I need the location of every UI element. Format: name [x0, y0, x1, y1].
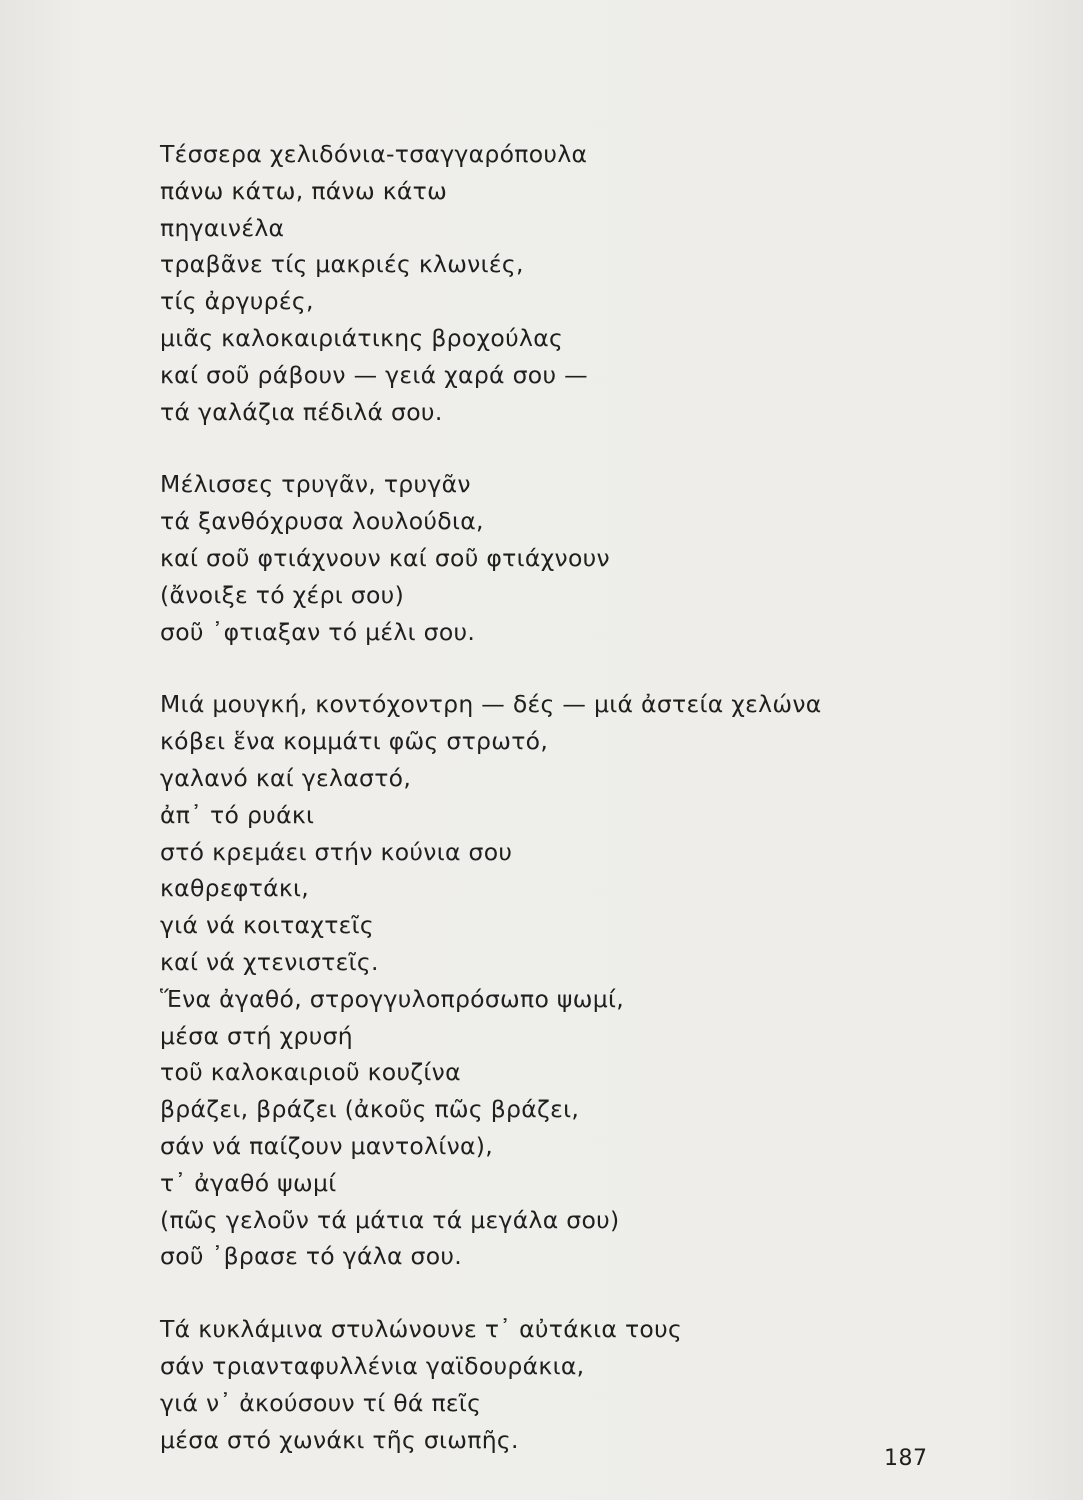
poem-line: καί σοῦ φτιάχνουν καί σοῦ φτιάχνουν — [160, 543, 610, 572]
poem-line: μιᾶς καλοκαιριάτικης βροχούλας — [160, 323, 564, 352]
poem-line: γιά νά κοιταχτεῖς — [160, 911, 374, 940]
poem-line: (πῶς γελοῦν τά μάτια τά μεγάλα σου) — [160, 1205, 620, 1234]
stanza-2 — [160, 466, 960, 650]
poem-line: (ἄνοιξε τό χέρι σου) — [160, 580, 405, 609]
poem-line: καθρεφτάκι, — [160, 874, 310, 903]
page-number: 187 — [884, 1446, 928, 1471]
poem-line: μέσα στή χρυσή — [160, 1021, 353, 1050]
stanza-4 — [160, 1311, 960, 1458]
poem-line: τραβᾶνε τίς μακριές κλωνιές, — [160, 250, 524, 279]
poem-line: Τέσσερα χελιδόνια-τσαγγαρόπουλα — [160, 140, 588, 168]
poem-line: μέσα στό χωνάκι τῆς σιωπῆς. — [160, 1425, 519, 1454]
poem-line: κόβει ἕνα κομμάτι φῶς στρωτό, — [160, 727, 549, 756]
stanza-3 — [160, 686, 960, 1275]
poem-line: τοῦ καλοκαιριοῦ κουζίνα — [160, 1058, 461, 1087]
stanza-1 — [160, 136, 960, 430]
poem-line: πάνω κάτω, πάνω κάτω — [160, 176, 448, 205]
poem-line: ἀπ᾽ τό ρυάκι — [160, 800, 315, 829]
poem-line: τά ξανθόχρυσα λουλούδια, — [160, 507, 484, 536]
poem-line: Μέλισσες τρυγᾶν, τρυγᾶν — [160, 470, 471, 499]
poem-line: σοῦ ᾽φτιαξαν τό μέλι σου. — [160, 617, 476, 646]
poem-line: γαλανό καί γελαστό, — [160, 763, 412, 792]
poem-line: τ᾽ ἀγαθό ψωμί — [160, 1168, 337, 1197]
poem-line: σοῦ ᾽βρασε τό γάλα σου. — [160, 1242, 463, 1271]
poem-line: στό κρεμάει στήν κούνια σου — [160, 837, 513, 866]
poem-line: καί σοῦ ράβουν — γειά χαρά σου — — [160, 360, 588, 389]
poem-line: Τά κυκλάμινα στυλώνουνε τ᾽ αὐτάκια τους — [160, 1315, 683, 1344]
poem-line: βράζει, βράζει (ἀκοῦς πῶς βράζει, — [160, 1095, 580, 1124]
poem-line: Μιά μουγκή, κοντόχοντρη — δές — μιά ἀστεία χελώνα — [160, 690, 822, 719]
poem-line: σάν νά παίζουν μαντολίνα), — [160, 1131, 494, 1160]
poem-line: Ἕνα ἀγαθό, στρογγυλοπρόσωπο ψωμί, — [160, 984, 624, 1013]
poem-line: τίς ἀργυρές, — [160, 287, 314, 316]
poem-line: γιά ν᾽ ἀκούσουν τί θά πεῖς — [160, 1388, 482, 1417]
poem-line: τά γαλάζια πέδιλά σου. — [160, 397, 443, 426]
poem-line: σάν τριανταφυλλένια γαϊδουράκια, — [160, 1351, 585, 1380]
poem-line: καί νά χτενιστεῖς. — [160, 947, 379, 976]
poem-line: πηγαινέλα — [160, 213, 285, 242]
poem — [160, 136, 960, 1494]
